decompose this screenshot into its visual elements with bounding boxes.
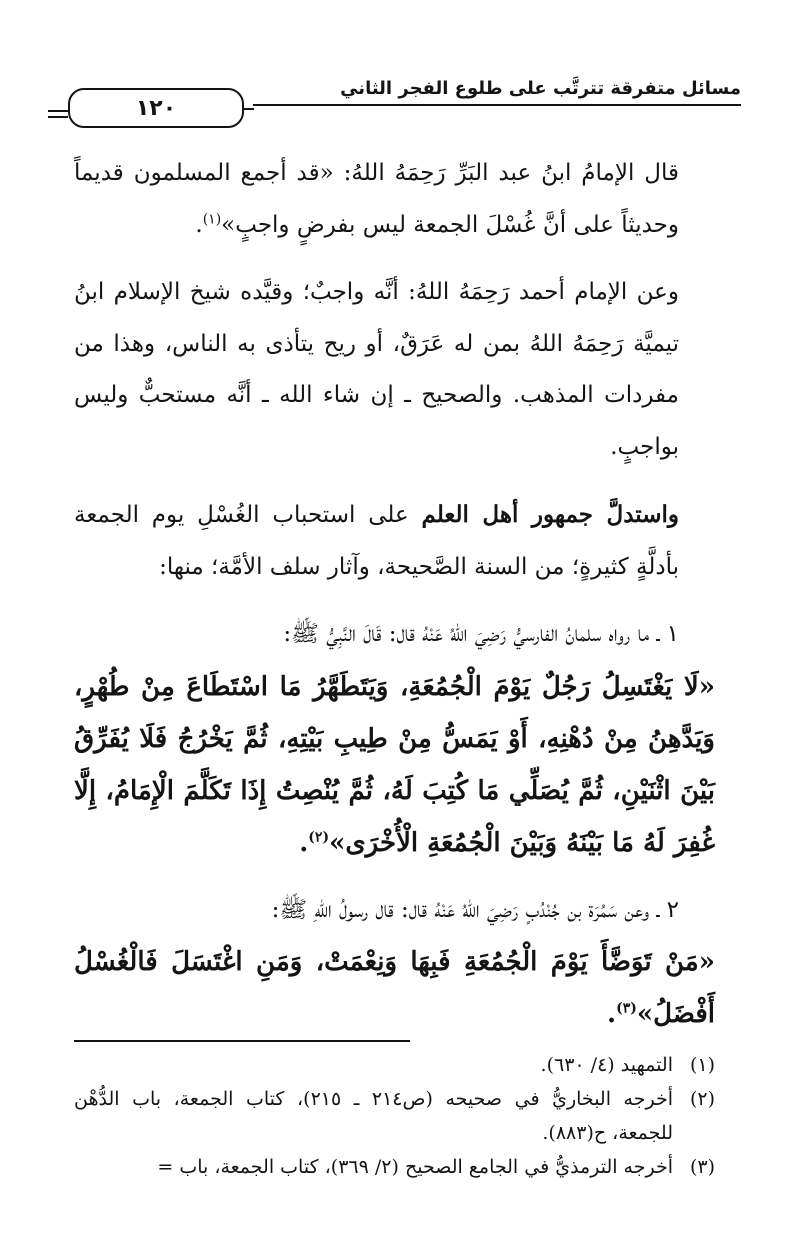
header-rule-left: [48, 110, 68, 112]
footnote-1: [74, 1048, 715, 1082]
main-text: [74, 148, 715, 1040]
footnote-number: (٢): [689, 1088, 715, 1110]
hadith-1-intro: ١ ـ ما رواه سلمانُ الفارسيُّ رَضِيَ اللهُ عَنْهُ قال: قَالَ النَّبِيُّ ﷺ:: [283, 621, 679, 647]
paragraph-text: قال الإمامُ ابنُ عبد البَرِّ رَحِمَهُ اللهُ: «قد أجمع المسلمون قديماً وحديثاً على أنَّ غُسْلَ الجمعة ليس بفرضٍ واجبٍ»: [74, 160, 679, 238]
paragraph-majority-evidence: [74, 489, 715, 593]
running-title: مسائل متفرقة تترتَّب على طلوع الفجر الثاني: [340, 78, 741, 99]
footnote-ref: (٣): [616, 1000, 637, 1017]
paragraph-text: وعن الإمام أحمد رَحِمَهُ اللهُ: أنَّه واجبٌ؛ وقيَّده شيخ الإسلام ابنُ تيميَّة رَحِمَهُ اللهُ بمن له عَرَقٌ، أو ريح يتأذى به الناس، وهذا من مفردات المذهب. والصحيح ـ إن شاء الله ـ أنَّه مستحبٌّ وليس بواجبٍ.: [74, 279, 679, 460]
header-rule-left-double: [48, 116, 68, 118]
hadith-text: «لَا يَغْتَسِلُ رَجُلٌ يَوْمَ الْجُمُعَةِ، وَيَتَطَهَّرُ مَا اسْتَطَاعَ مِنْ طُهْرٍ، وَيَدَّهِنُ مِنْ دُهْنِهِ، أَوْ يَمَسُّ مِنْ طِيبِ بَيْتِهِ، ثُمَّ يَخْرُجُ فَلَا يُفَرِّقُ بَيْنَ اثْنَيْنِ، ثُمَّ يُصَلِّي مَا كُتِبَ لَهُ، ثُمَّ يُنْصِتُ إِذَا تَكَلَّمَ الْإِمَامُ، إِلَّا غُفِرَ لَهُ مَا بَيْنَهُ وَبَيْنَ الْجُمُعَةِ الْأُخْرَى»: [74, 671, 715, 858]
paragraph-text: على استحباب الغُسْلِ يوم الجمعة بأدلَّةٍ كثيرةٍ؛ من السنة الصَّحيحة، وآثار سلف الأمَّة؛ منها:: [74, 502, 679, 580]
footnote-text: أخرجه البخاريُّ في صحيحه (ص٢١٤ ـ ٢١٥)، كتاب الجمعة، باب الدُّهْن للجمعة، ح(٨٨٣).: [74, 1088, 673, 1144]
page-header: [48, 78, 741, 124]
paragraph-imam-ahmad: [74, 267, 715, 473]
footnote-text: التمهيد (٤/ ٦٣٠).: [540, 1054, 673, 1076]
footnote-2: [74, 1082, 715, 1150]
header-rule: [253, 104, 741, 106]
footnote-ref: (١): [202, 210, 222, 227]
page-number-text: ١٢٠: [135, 95, 177, 121]
hadith-1-text: «لَا يَغْتَسِلُ رَجُلٌ يَوْمَ الْجُمُعَةِ، وَيَتَطَهَّرُ مَا اسْتَطَاعَ مِنْ طُهْرٍ، وَيَدَّهِنُ مِنْ دُهْنِهِ، أَوْ يَمَسُّ مِنْ طِيبِ بَيْتِهِ، ثُمَّ يَخْرُجُ فَلَا يُفَرِّقُ بَيْنَ اثْنَيْنِ، ثُمَّ يُصَلِّي مَا كُتِبَ لَهُ، ثُمَّ يُنْصِتُ إِذَا تَكَلَّمَ الْإِمَامُ، إِلَّا غُفِرَ لَهُ مَا بَيْنَهُ وَبَيْنَ الْجُمُعَةِ الْأُخْرَى»$^{(٢)}$.: [74, 671, 715, 858]
footnote-number: (٣): [689, 1156, 715, 1178]
paragraph-ibn-abdulbarr: قال الإمامُ ابنُ عبد البَرِّ رَحِمَهُ اللهُ: «قد أجمع المسلمون قديماً وحديثاً على أنَّ غُسْلَ الجمعة ليس بفرضٍ واجبٍ»$^{(١)}$.: [74, 160, 679, 238]
bold-lead: واستدلَّ جمهور أهل العلم: [421, 501, 679, 528]
hadith-2-text: «مَنْ تَوَضَّأَ يَوْمَ الْجُمُعَةِ فَبِهَا وَنِعْمَتْ، وَمَنِ اغْتَسَلَ فَالْغُسْلُ أَفْضَلُ»$^{(٣)}$.: [74, 947, 715, 1029]
hadith-2-intro: ٢ ـ وعن سَمُرَة بن جُنْدُبٍ رَضِيَ اللهُ عَنْهُ قال: قال رسولُ اللهِ ﷺ:: [271, 896, 679, 923]
footnote-3: [74, 1150, 715, 1184]
footnote-separator: [74, 1040, 410, 1042]
footnotes: [74, 1048, 715, 1184]
footnote-number: (١): [689, 1054, 715, 1076]
footnote-text: أخرجه الترمذيُّ في الجامع الصحيح (٢/ ٣٦٩)، كتاب الجمعة، باب =: [157, 1156, 673, 1178]
footnote-ref: (٢): [308, 828, 330, 845]
page-number: [68, 88, 244, 128]
hadith-text: «مَنْ تَوَضَّأَ يَوْمَ الْجُمُعَةِ فَبِهَا وَنِعْمَتْ، وَمَنِ اغْتَسَلَ فَالْغُسْلُ أَفْضَلُ»: [74, 947, 715, 1029]
